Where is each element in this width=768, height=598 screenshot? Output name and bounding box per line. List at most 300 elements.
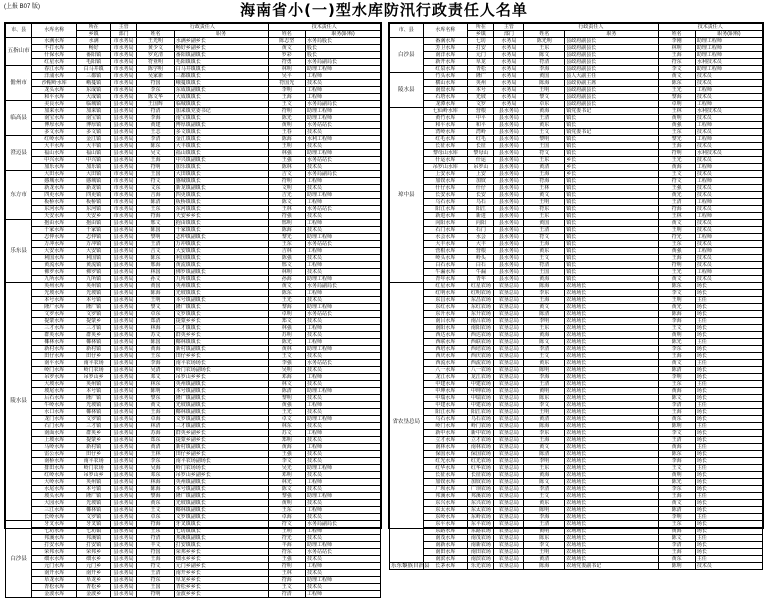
reservoir-name: 邦溪水库 xyxy=(32,535,77,542)
table-row xyxy=(6,360,381,367)
town-cell: 椰林镇 xyxy=(77,339,111,346)
reservoir-name: 龙头水库 xyxy=(32,87,77,94)
town-cell: 上安 xyxy=(468,171,494,178)
admin-position-cell: 镇长 xyxy=(565,227,658,234)
tech-position-cell: 场长 xyxy=(695,521,762,528)
tech-name-cell: 王林 xyxy=(658,108,695,115)
tech-position-cell: 水利技术员 xyxy=(695,150,762,157)
tech-position-cell: 场长 xyxy=(695,346,762,353)
tech-name-cell: 林光 xyxy=(268,479,306,486)
dept-cell: 县水务局 xyxy=(494,199,524,206)
admin-name-cell: 符东 xyxy=(524,206,565,213)
reservoir-name: 坡尾水库 xyxy=(32,388,77,395)
town-cell: 水会 xyxy=(468,234,494,241)
admin-position-cell: 镇长 xyxy=(565,199,658,206)
tech-position-cell: 技术员 xyxy=(695,143,762,150)
table-row xyxy=(6,353,381,360)
admin-name-cell: 卓东 xyxy=(137,311,175,318)
admin-position-cell: 农场场长 xyxy=(565,360,658,367)
dept-cell: 县水务局 xyxy=(111,276,137,283)
town-cell: 新村镇 xyxy=(77,346,111,353)
dept-cell: 水务局 xyxy=(494,45,524,52)
town-cell: 中建农场 xyxy=(468,381,494,388)
admin-position-cell: 天安乡乡长 xyxy=(174,213,268,220)
table-row xyxy=(390,59,763,66)
town-cell: 打安 xyxy=(468,45,494,52)
dept-cell: 县水务局 xyxy=(111,409,137,416)
reservoir-name: 南面水库 xyxy=(32,430,77,437)
admin-name-cell: 李文 xyxy=(524,402,565,409)
town-cell: 细水乡 xyxy=(77,556,111,563)
tech-name-cell: 王东 xyxy=(268,241,306,248)
county-cell: 乐东县 xyxy=(6,220,32,283)
dept-cell: 县水务局 xyxy=(111,563,137,570)
reservoir-name: 隆广水库 xyxy=(32,304,77,311)
town-cell: 加钗 xyxy=(468,178,494,185)
form-code-note: (上报 B07 版) xyxy=(4,4,41,10)
reservoir-name: 新龙水库 xyxy=(32,185,77,192)
tech-position-cell: 水利技术员 xyxy=(695,108,762,115)
table-row xyxy=(390,171,763,178)
tech-position-cell: 工程师 xyxy=(306,444,381,451)
reservoir-name: 佛罗水库 xyxy=(32,269,77,276)
town-cell: 提蒙乡 xyxy=(77,437,111,444)
table-row xyxy=(6,486,381,493)
county-cell: 白沙县 xyxy=(6,521,32,598)
tech-position-cell: 技术员 xyxy=(306,255,381,262)
left-roster-body xyxy=(6,38,381,598)
table-row xyxy=(6,227,381,234)
admin-position-cell: 农场场长 xyxy=(565,283,658,290)
dept-cell: 县水务局 xyxy=(111,143,137,150)
admin-name-cell: 王海 xyxy=(137,157,175,164)
table-row xyxy=(6,269,381,276)
tech-name-cell: 黎海 xyxy=(268,304,306,311)
admin-name-cell: 王海 xyxy=(137,409,175,416)
admin-position-cell: 文罗镇镇长 xyxy=(174,311,268,318)
header-authority: 主管 xyxy=(494,24,524,31)
dept-cell: 农垦总局 xyxy=(494,458,524,465)
admin-position-cell: 文罗镇副镇长 xyxy=(174,514,268,521)
dept-cell: 县水务局 xyxy=(111,262,137,269)
reservoir-name: 和平水库 xyxy=(423,122,468,129)
tech-name-cell: 李清 xyxy=(658,542,695,549)
dept-cell: 水务局 xyxy=(494,38,524,45)
table-row xyxy=(390,220,763,227)
table-row xyxy=(390,276,763,283)
table-row xyxy=(390,367,763,374)
table-row xyxy=(6,570,381,577)
town-cell: 南宝镇 xyxy=(77,115,111,122)
tech-name-cell: 王海 xyxy=(658,52,695,59)
admin-position-cell: 农场场长 xyxy=(565,367,658,374)
town-cell: 红光农场 xyxy=(468,458,494,465)
reservoir-name: 万冲水库 xyxy=(32,241,77,248)
admin-name-cell: 林东 xyxy=(137,381,175,388)
dept-cell: 农垦总局 xyxy=(494,318,524,325)
dept-cell: 县水务局 xyxy=(111,542,137,549)
left-roster-table xyxy=(5,23,381,598)
tech-name-cell: 王明 xyxy=(658,227,695,234)
town-cell: 隆广镇 xyxy=(77,304,111,311)
table-row xyxy=(6,332,381,339)
town-cell: 长安 xyxy=(468,192,494,199)
tech-position-cell: 助理工程师 xyxy=(695,52,762,59)
town-cell: 西庆农场 xyxy=(468,353,494,360)
admin-name-cell: 郑东 xyxy=(137,437,175,444)
table-row xyxy=(6,367,381,374)
admin-position-cell: 农场场长 xyxy=(565,507,658,514)
admin-position-cell: 大丰镇镇长 xyxy=(174,143,268,150)
tech-name-cell: 王海 xyxy=(658,143,695,150)
town-cell: 英州 xyxy=(468,80,494,87)
tech-name-cell: 吉林 xyxy=(268,248,306,255)
tech-position-cell: 工程师 xyxy=(695,178,762,185)
tech-name-cell: 王东 xyxy=(658,381,695,388)
admin-name-cell: 黄文 xyxy=(524,444,565,451)
tech-position-cell: 工程师 xyxy=(306,262,381,269)
tech-name-cell: 王海 xyxy=(658,493,695,500)
admin-position-cell: 大成镇镇长 xyxy=(174,94,268,101)
dept-cell: 市水务局 xyxy=(111,199,137,206)
tech-position-cell: 技术员 xyxy=(306,500,381,507)
reservoir-name: 美良水库 xyxy=(32,101,77,108)
dept-cell: 农垦总局 xyxy=(494,339,524,346)
town-cell: 龙江农场 xyxy=(468,374,494,381)
tech-position-cell: 技术员 xyxy=(695,241,762,248)
table-row xyxy=(6,507,381,514)
tech-name-cell: 吉文 xyxy=(268,171,306,178)
admin-position-cell: 临城镇镇长 xyxy=(174,101,268,108)
reservoir-name: 大坡水库 xyxy=(32,381,77,388)
town-cell: 东成镇 xyxy=(77,87,111,94)
town-cell: 元门 xyxy=(468,52,494,59)
tech-position-cell: 场长 xyxy=(695,388,762,395)
tech-position-cell: 助理工程师 xyxy=(306,577,381,584)
table-row xyxy=(6,325,381,332)
admin-position-cell: 县政协副主席 xyxy=(565,80,658,87)
tech-name-cell: 黄强 xyxy=(268,402,306,409)
town-cell: 青松 xyxy=(468,66,494,73)
town-cell: 打安镇 xyxy=(77,542,111,549)
reservoir-name: 牙叉水库 xyxy=(32,521,77,528)
dept-cell: 县水务局 xyxy=(494,255,524,262)
dept-cell: 县水务局 xyxy=(494,276,524,283)
tech-position-cell: 技术员 xyxy=(695,206,762,213)
tech-name-cell: 符光 xyxy=(268,535,306,542)
dept-cell: 农垦总局 xyxy=(494,514,524,521)
admin-position-cell: 大安镇镇长 xyxy=(174,248,268,255)
dept-cell: 县水务局 xyxy=(111,493,137,500)
tech-name-cell: 王文 xyxy=(658,465,695,472)
town-cell: 金江镇 xyxy=(77,136,111,143)
tech-position-cell: 工程师 xyxy=(306,94,381,101)
dept-cell: 县水务局 xyxy=(111,227,137,234)
tech-name-cell: 黄东 xyxy=(658,416,695,423)
dept-cell: 水务局 xyxy=(494,73,524,80)
tech-position-cell: 场长 xyxy=(695,500,762,507)
dept-cell: 县水务局 xyxy=(111,311,137,318)
admin-name-cell: 黄海 xyxy=(524,108,565,115)
reservoir-name: 沙帽岭水库 xyxy=(32,80,77,87)
table-row xyxy=(6,374,381,381)
admin-name-cell: 黄东 xyxy=(524,500,565,507)
table-row xyxy=(6,465,381,472)
town-cell: 英州镇 xyxy=(77,479,111,486)
admin-position-cell: 毛阳镇镇长 xyxy=(174,59,268,66)
dept-cell: 农垦总局 xyxy=(494,444,524,451)
tech-name-cell: 王清 xyxy=(658,199,695,206)
town-cell: 光坡镇 xyxy=(77,290,111,297)
dept-cell: 水务局 xyxy=(494,80,524,87)
reservoir-name: 红明水库 xyxy=(423,290,468,297)
admin-name-cell: 黎东 xyxy=(137,395,175,402)
tech-name-cell: 李明 xyxy=(658,374,695,381)
dept-cell: 县水务局 xyxy=(111,290,137,297)
admin-position-cell: 农场场长 xyxy=(565,465,658,472)
reservoir-name: 新开水库 xyxy=(423,59,468,66)
table-row xyxy=(6,577,381,584)
town-cell: 田仔乡 xyxy=(77,451,111,458)
town-cell: 新龙镇 xyxy=(77,185,111,192)
table-row xyxy=(6,290,381,297)
reservoir-name: 千家水库 xyxy=(32,227,77,234)
tech-position-cell: 工程师 xyxy=(306,479,381,486)
dept-cell: 农垦总局 xyxy=(494,360,524,367)
table-row xyxy=(6,346,381,353)
admin-position-cell: 农场场长 xyxy=(565,402,658,409)
town-cell: 番阳镇 xyxy=(77,52,111,59)
town-cell: 文罗镇 xyxy=(77,514,111,521)
admin-position-cell: 农场场长 xyxy=(565,444,658,451)
reservoir-name: 元门水库 xyxy=(32,563,77,570)
town-cell: 本号镇 xyxy=(77,486,111,493)
reservoir-name: 中兴水库 xyxy=(32,157,77,164)
reservoir-name: 阳江水库 xyxy=(423,206,468,213)
admin-position-cell: 金江镇镇长 xyxy=(174,136,268,143)
table-row xyxy=(6,563,381,570)
tech-name-cell: 符明 xyxy=(268,563,306,570)
admin-name-cell: 邢海 xyxy=(137,262,175,269)
tech-name-cell: 符明 xyxy=(268,178,306,185)
reservoir-name: 南茂水库 xyxy=(423,535,468,542)
reservoir-name: 湾岭水库 xyxy=(423,129,468,136)
tech-name-cell: 陈文 xyxy=(268,199,306,206)
tech-position-cell: 场长 xyxy=(695,325,762,332)
dept-cell: 县水务局 xyxy=(111,395,137,402)
dept-cell: 农垦总局 xyxy=(494,402,524,409)
admin-position-cell: 博厚镇副镇长 xyxy=(174,122,268,129)
reservoir-name: 红岭水库 xyxy=(32,136,77,143)
tech-name-cell: 黄明 xyxy=(658,472,695,479)
tech-name-cell: 黄海 xyxy=(658,444,695,451)
admin-name-cell: 王东 xyxy=(524,157,565,164)
admin-position-cell: 镇长 xyxy=(565,220,658,227)
admin-position-cell: 农场场长 xyxy=(565,388,658,395)
tech-position-cell: 助理工程师 xyxy=(306,304,381,311)
admin-position-cell: 黄流镇镇长 xyxy=(174,262,268,269)
town-cell: 大丰镇 xyxy=(77,143,111,150)
table-row xyxy=(390,360,763,367)
admin-position-cell: 万冲镇镇长 xyxy=(174,241,268,248)
reservoir-name: 椰林水库 xyxy=(32,339,77,346)
table-row xyxy=(6,549,381,556)
tech-name-cell: 陈文 xyxy=(658,535,695,542)
admin-position-cell: 抱由镇镇长 xyxy=(174,220,268,227)
town-cell: 大成镇 xyxy=(77,94,111,101)
tech-name-cell: 符海 xyxy=(658,206,695,213)
reservoir-name: 红泉水库 xyxy=(423,66,468,73)
tech-position-cell: 技术员 xyxy=(306,458,381,465)
tech-position-cell: 技术员 xyxy=(695,563,762,570)
town-cell: 什运 xyxy=(468,157,494,164)
dept-cell: 县水务局 xyxy=(494,108,524,115)
dept-cell: 农垦总局 xyxy=(494,465,524,472)
tech-name-cell: 符明 xyxy=(658,150,695,157)
admin-position-cell: 农场场长 xyxy=(565,318,658,325)
dept-cell: 县水务局 xyxy=(111,430,137,437)
dept-cell: 县水务局 xyxy=(494,150,524,157)
tech-position-cell: 助理工程师 xyxy=(306,66,381,73)
admin-position-cell: 农场场长 xyxy=(565,304,658,311)
table-row xyxy=(390,486,763,493)
admin-name-cell: 林清 xyxy=(137,423,175,430)
tech-name-cell: 邓明 xyxy=(268,472,306,479)
table-row xyxy=(6,115,381,122)
reservoir-name: 中瑞水库 xyxy=(423,395,468,402)
admin-position-cell: 隆广镇镇长 xyxy=(174,304,268,311)
tech-name-cell: 陈东 xyxy=(658,80,695,87)
table-row xyxy=(390,115,763,122)
reservoir-name: 南阳水库 xyxy=(423,325,468,332)
admin-position-cell: 椰林镇副镇长 xyxy=(174,507,268,514)
tech-name-cell: 李清 xyxy=(658,402,695,409)
tech-name-cell: 符光 xyxy=(658,234,695,241)
table-row xyxy=(6,423,381,430)
reservoir-name: 本号水库 xyxy=(32,297,77,304)
dept-cell: 农垦总局 xyxy=(494,395,524,402)
table-row xyxy=(6,157,381,164)
tech-position-cell: 水务局股长 xyxy=(306,38,381,45)
header-tech-name: 姓名 xyxy=(268,31,306,38)
admin-name-cell: 王东 xyxy=(524,325,565,332)
table-row xyxy=(390,346,763,353)
dept-cell: 县水务局 xyxy=(111,332,137,339)
admin-name-cell: 李东 xyxy=(524,430,565,437)
tech-position-cell: 水利工程师 xyxy=(306,136,381,143)
admin-name-cell: 符国 xyxy=(137,549,175,556)
admin-name-cell: 李海 xyxy=(524,374,565,381)
tech-position-cell: 主任 xyxy=(695,339,762,346)
reservoir-name: 洋浦水库 xyxy=(32,73,77,80)
town-cell: 天安乡 xyxy=(77,213,111,220)
admin-name-cell: 陈明 xyxy=(524,507,565,514)
town-cell: 畅好 xyxy=(77,45,111,52)
header-admin-group: 行政责任人 xyxy=(524,24,658,31)
admin-name-cell: 符文 xyxy=(524,234,565,241)
dept-cell: 县水务局 xyxy=(111,437,137,444)
admin-name-cell: 陈海 xyxy=(524,80,565,87)
admin-name-cell: 李清 xyxy=(137,136,175,143)
header-authority-dept: 部门 xyxy=(494,31,524,38)
tech-position-cell: 技术员 xyxy=(695,94,762,101)
reservoir-name: 龙潭水库 xyxy=(423,101,468,108)
tech-position-cell: 工程师 xyxy=(695,87,762,94)
admin-position-cell: 镇长 xyxy=(565,136,658,143)
town-cell: 向阳 xyxy=(468,220,494,227)
county-cell: 乐东黎族自治县 xyxy=(391,562,430,569)
admin-position-cell: 县政府副县长 xyxy=(565,101,658,108)
tech-name-cell: 黄强 xyxy=(658,122,695,129)
table-row xyxy=(6,108,381,115)
tech-name-cell: 王光 xyxy=(658,87,695,94)
reservoir-name: 春江水库 xyxy=(32,66,77,73)
reservoir-name: 南吕水库 xyxy=(423,318,468,325)
tech-name-cell: 黄海 xyxy=(268,444,306,451)
dept-cell: 县水务局 xyxy=(494,220,524,227)
admin-name-cell: 文东 xyxy=(137,185,175,192)
table-row xyxy=(6,535,381,542)
town-cell: 中建农场 xyxy=(468,402,494,409)
reservoir-name: 多文水库 xyxy=(32,129,77,136)
admin-position-cell: 群英乡乡长 xyxy=(174,332,268,339)
tech-position-cell: 工程师 xyxy=(306,430,381,437)
reservoir-name: 九所水库 xyxy=(32,276,77,283)
admin-position-cell: 农场场长 xyxy=(565,325,658,332)
tech-position-cell: 主任 xyxy=(695,402,762,409)
dept-cell: 县水务局 xyxy=(494,122,524,129)
town-cell: 黎母山 xyxy=(468,150,494,157)
admin-position-cell: 农场场长 xyxy=(565,423,658,430)
tech-name-cell: 黄光 xyxy=(658,192,695,199)
table-row xyxy=(6,514,381,521)
table-row xyxy=(6,276,381,283)
tech-position-cell: 技术员 xyxy=(695,171,762,178)
town-cell: 立才农场 xyxy=(468,437,494,444)
tech-name-cell: 林明 xyxy=(268,66,306,73)
tech-name-cell: 吴明 xyxy=(268,367,306,374)
admin-name-cell: 王东 xyxy=(524,45,565,52)
table-row xyxy=(390,129,763,136)
admin-name-cell: 符清 xyxy=(137,108,175,115)
admin-position-cell: 镇党委书记 xyxy=(565,108,658,115)
tech-name-cell: 符文 xyxy=(268,521,306,528)
admin-name-cell: 王海 xyxy=(524,437,565,444)
admin-name-cell: 吉文 xyxy=(137,248,175,255)
dept-cell: 市水务局 xyxy=(111,178,137,185)
admin-position-cell: 荣邦乡乡长 xyxy=(174,549,268,556)
tech-name-cell: 卓明 xyxy=(658,101,695,108)
admin-position-cell: 加乐镇镇长 xyxy=(174,164,268,171)
admin-position-cell: 农场场长 xyxy=(565,381,658,388)
admin-position-cell: 镇长 xyxy=(565,234,658,241)
tech-name-cell: 陈光 xyxy=(268,115,306,122)
tech-position-cell: 技术员 xyxy=(306,129,381,136)
admin-name-cell: 符清 xyxy=(524,59,565,66)
reservoir-name: 青年水库 xyxy=(423,276,468,283)
town-cell: 南阳农场 xyxy=(468,325,494,332)
admin-name-cell: 王清 xyxy=(137,570,175,577)
admin-name-cell: 王林 xyxy=(524,185,565,192)
tech-position-cell: 场长 xyxy=(695,374,762,381)
admin-name-cell: 李明 xyxy=(524,458,565,465)
town-cell: 中兴镇 xyxy=(77,157,111,164)
county-cell: 陵水县 xyxy=(390,73,424,108)
header-admin-position: 职务 xyxy=(565,31,658,38)
town-cell: 抱由镇 xyxy=(77,220,111,227)
reservoir-name: 大丰水库 xyxy=(423,241,468,248)
tech-name-cell: 王林 xyxy=(268,206,306,213)
